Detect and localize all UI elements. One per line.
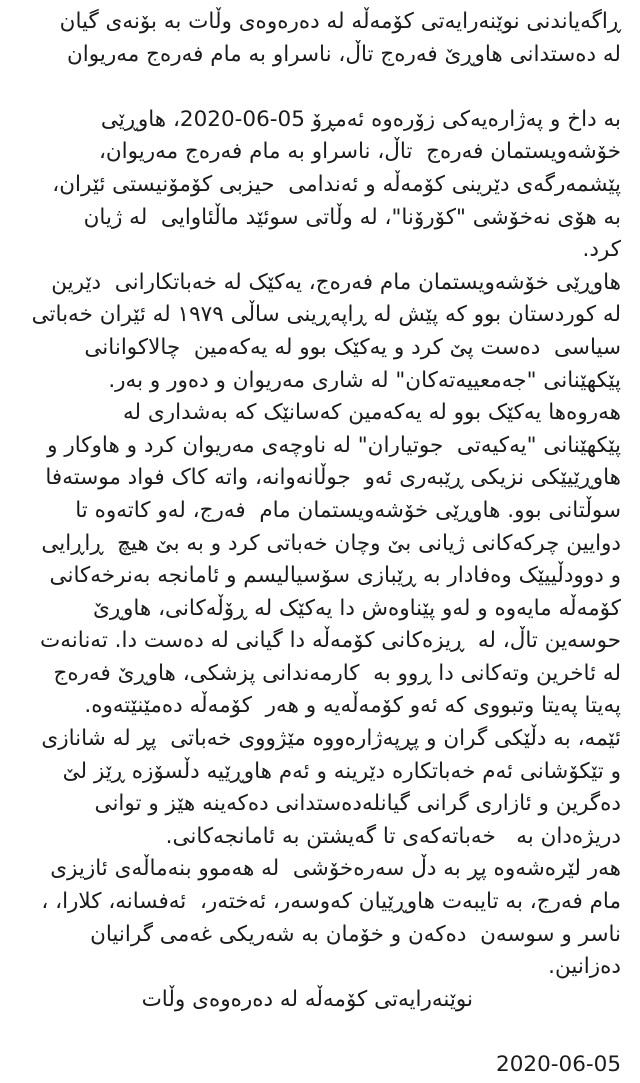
body-line: و دوودڵییێک وەفادار بە ڕێبازی سۆسیالیسم و ئامانجە بەنرخەکانی [49, 563, 621, 589]
body-line: پەیتا پەیتا وتبووی کە ئەو کۆمەڵەیە و هەر کۆمەڵە دەمێنێتەوە. [84, 693, 621, 719]
body-line: دەگرین و ئازاری گرانی گیانلەدەستدانی دەکەینە هێز و توانی [94, 791, 621, 817]
body-line: کۆمەڵە مایەوە و لەو پێناوەش دا یەکێک لە ڕۆڵەکانی، هاوڕێ [93, 595, 621, 621]
body-line: پێکهێنانی "جەمعییەتەکان" لە شاری مەریوان و دەور و بەر. [108, 367, 621, 393]
body-line: سیاسی دەست پێ کرد و یەکێک بوو لە یەکەمین چالاکوانانی [84, 334, 621, 360]
body-line: سوڵتانی بوو. هاوڕێی خۆشەویستمان مام فەرج، لەو کاتەوە تا [75, 497, 621, 523]
body-line: بە داخ و پەژارەیەکی زۆرەوە ئەمڕۆ 05-06-2020، هاوڕێی [100, 106, 621, 132]
body-line: پێکهێنانی "یەکیەتی جوتیاران" لە ناوچەی مەریوان کرد و هاوکار و [47, 432, 621, 458]
body-line: پێشمەرگەی دێرینی کۆمەڵە و ئەندامی حیزبی کۆمۆنیستی ئێران، [52, 171, 621, 197]
heading-line: لە دەستدانی هاوڕێ فەرەج تاڵ، ناسراو بە مام فەرەج مەریوان [66, 41, 621, 67]
body-line: و تێکۆشانی ئەم خەباتکارە دێرینە و ئەم هاوڕێیە دڵسۆزە ڕێز لێ [62, 758, 621, 784]
body-line: دریژەدان بە خەباتەکەی تا گەیشتن بە ئامانجەکانی. [165, 823, 621, 849]
body-line: هەر لێرەشەوە پڕ بە دڵ سەرەخۆشی لە هەموو بنەماڵەی ئازیزی [50, 856, 621, 882]
blank-line [19, 1016, 621, 1049]
body-line: ئێمە، بە دڵێکی گران و پڕپەژارەووە مێژووی خەباتی پڕ لە شانازی [41, 726, 621, 752]
body-line: هاوڕێیێکی نزیکی ڕێبەری ئەو جوڵانەوانە، واتە کاک فواد موستەفا [45, 465, 621, 491]
body-line: بە هۆی نەخۆشی "کۆرۆنا"، لە وڵاتی سوئێد ماڵئاوایی لە ژیان [83, 204, 621, 230]
body-line: هاوڕێی خۆشەویستمان مام فەرەج، یەکێک لە خەباتکارانی دێرین [51, 269, 621, 295]
body-line: کرد. [582, 237, 621, 263]
heading-line: ڕاگەیاندنی نوێنەرایەتی کۆمەڵە لە دەرەوەی وڵات بە بۆنەی گیان [59, 9, 621, 34]
body-line: لە ئاخرین وتەکانی دا ڕوو بە کارمەندانی پزشکی، هاوڕێ فەرەج [53, 660, 621, 686]
signature-line: نوێنەرایەتی کۆمەڵە لە دەرەوەی وڵات [141, 986, 473, 1012]
body-line: حوسەین تاڵ، لە ڕیزەکانی کۆمەڵە دا گیانی لە دەست دا. تەنانەت [40, 628, 621, 654]
body-line: دوایین چرکەکانی ژیانی بێ وچان خەباتی کرد و بە بێ هیچ ڕاڕایی [41, 530, 621, 556]
body-line: مام فەرج، بە تایبەت هاوڕێیان کەوسەر، ئەختەر، ئەفسانە، کلارا، ، [41, 889, 621, 915]
body-line: لە کوردستان بوو کە پێش لە ڕاپەڕینی ساڵی ١٩٧٩ لە ئێران خەباتی [31, 302, 621, 328]
body-line: خۆشەویستمان فەرەج تاڵ، ناسراو بە مام فەرەج مەریوان، [98, 139, 621, 165]
body-line: ناسر و سوسەن دەکەن و خۆمان بە شەریکی غەمی گرانیان [90, 921, 621, 947]
body-line: دەزانین. [548, 954, 621, 980]
blank-line [19, 71, 621, 104]
body-line: هەروەها یەکێک بوو لە یەکەمین کەسانێک کە بەشداری لە [122, 400, 621, 426]
document-date: 2020-06-05 [496, 1052, 621, 1077]
